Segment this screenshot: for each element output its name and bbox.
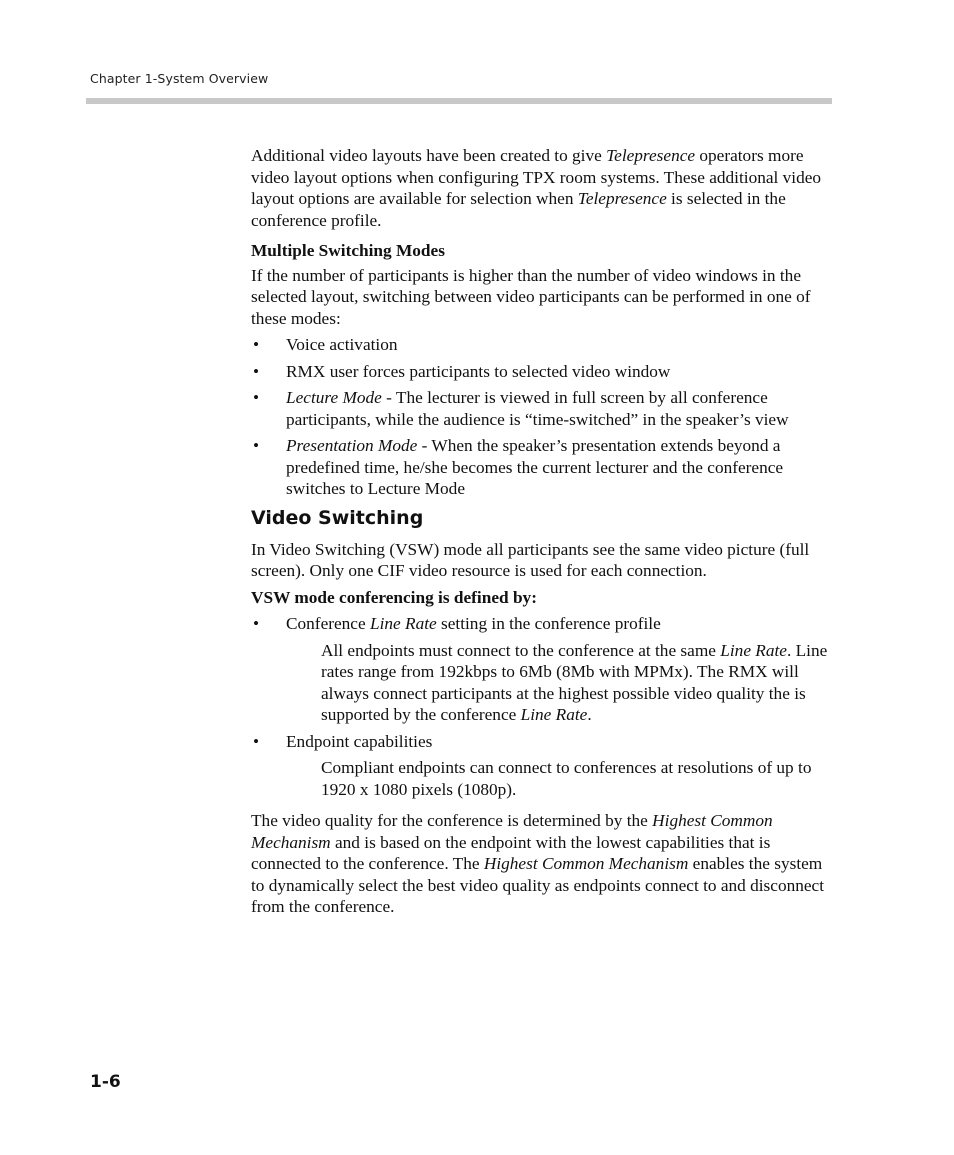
section-heading: Video Switching xyxy=(251,506,424,529)
list-item xyxy=(251,387,831,430)
bullet-icon: • xyxy=(253,614,260,633)
detail-text: All endpoints must connect to the conference at the same xyxy=(321,640,721,660)
bullet-icon: • xyxy=(253,388,260,407)
list-item xyxy=(251,731,831,753)
list-item-term: Line Rate xyxy=(369,614,437,633)
switching-modes-list xyxy=(251,334,831,500)
intro-emphasis: Telepresence xyxy=(606,146,696,165)
list-item-text: Endpoint capabilities xyxy=(286,731,433,751)
list-item xyxy=(251,361,831,383)
bullet-icon: • xyxy=(253,731,260,751)
multiple-switching-intro: If the number of participants is higher than the number of video windows in the selected layout, switching between video participants can be performed in one of these modes: xyxy=(251,265,811,328)
list-item-text: Voice activation xyxy=(286,335,398,354)
detail-text: . Line rates range from 192kbps to 6Mb (8Mb with MPMx). The RMX will always connect participants at the highest possible video quality the is supported by the conference xyxy=(321,640,828,724)
video-switching-intro: In Video Switching (VSW) mode all participants see the same video picture (full screen). Only one CIF video resource is used for each connection. xyxy=(251,539,810,580)
list-item-term: Lecture Mode xyxy=(286,388,382,407)
closing-text: enables the system to dynamically select the best video quality as endpoints connect to and disconnect from the conference. xyxy=(251,854,825,916)
bullet-icon: • xyxy=(253,361,260,381)
intro-text: is selected in the conference profile. xyxy=(251,189,786,230)
intro-text: Additional video layouts have been created to give xyxy=(251,146,607,165)
detail-term: Line Rate xyxy=(520,705,588,724)
closing-paragraph xyxy=(251,810,831,918)
intro-paragraph xyxy=(251,145,831,231)
running-head: Chapter 1-System Overview xyxy=(90,71,269,86)
closing-text: The video quality for the conference is determined by the xyxy=(251,811,653,830)
closing-term: Highest Common Mechanism xyxy=(483,854,689,873)
closing-text: and is based on the endpoint with the lowest capabilities that is connected to the conference. The xyxy=(251,832,771,873)
endpoint-capabilities-detail: Compliant endpoints can connect to conferences at resolutions of up to 1920 x 1080 pixels (1080p). xyxy=(321,758,812,799)
page-body xyxy=(251,145,831,927)
list-item xyxy=(251,334,831,356)
list-item xyxy=(251,613,831,635)
detail-text: . xyxy=(587,705,592,724)
header-rule xyxy=(86,98,832,104)
multiple-switching-heading: Multiple Switching Modes xyxy=(251,241,445,260)
list-item-text: Conference xyxy=(286,614,370,633)
list-item-term: Presentation Mode xyxy=(286,436,418,455)
intro-emphasis: Telepresence xyxy=(577,189,667,208)
closing-term: Highest Common Mechanism xyxy=(251,811,773,852)
vsw-defined-by-heading: VSW mode conferencing is defined by: xyxy=(251,587,537,607)
vsw-criteria-list xyxy=(251,613,831,635)
list-item-text: - When the speaker’s presentation extends beyond a predefined time, he/she becomes the current lecturer and the conference switches to Lecture Mode xyxy=(286,436,784,498)
intro-text: operators more video layout options when configuring TPX room systems. These additional video layout options are available for selection when xyxy=(251,146,822,208)
bullet-icon: • xyxy=(253,436,260,455)
detail-term: Line Rate xyxy=(720,640,787,660)
page-number: 1-6 xyxy=(90,1072,121,1092)
vsw-criteria-list xyxy=(251,731,831,753)
bullet-icon: • xyxy=(253,335,260,354)
list-item-text: setting in the conference profile xyxy=(436,614,661,633)
list-item xyxy=(251,435,831,500)
line-rate-detail xyxy=(251,640,831,726)
list-item-text: - The lecturer is viewed in full screen by all conference participants, while the audience is “time-switched” in the speaker’s view xyxy=(286,388,789,429)
list-item-text: RMX user forces participants to selected video window xyxy=(286,361,671,381)
